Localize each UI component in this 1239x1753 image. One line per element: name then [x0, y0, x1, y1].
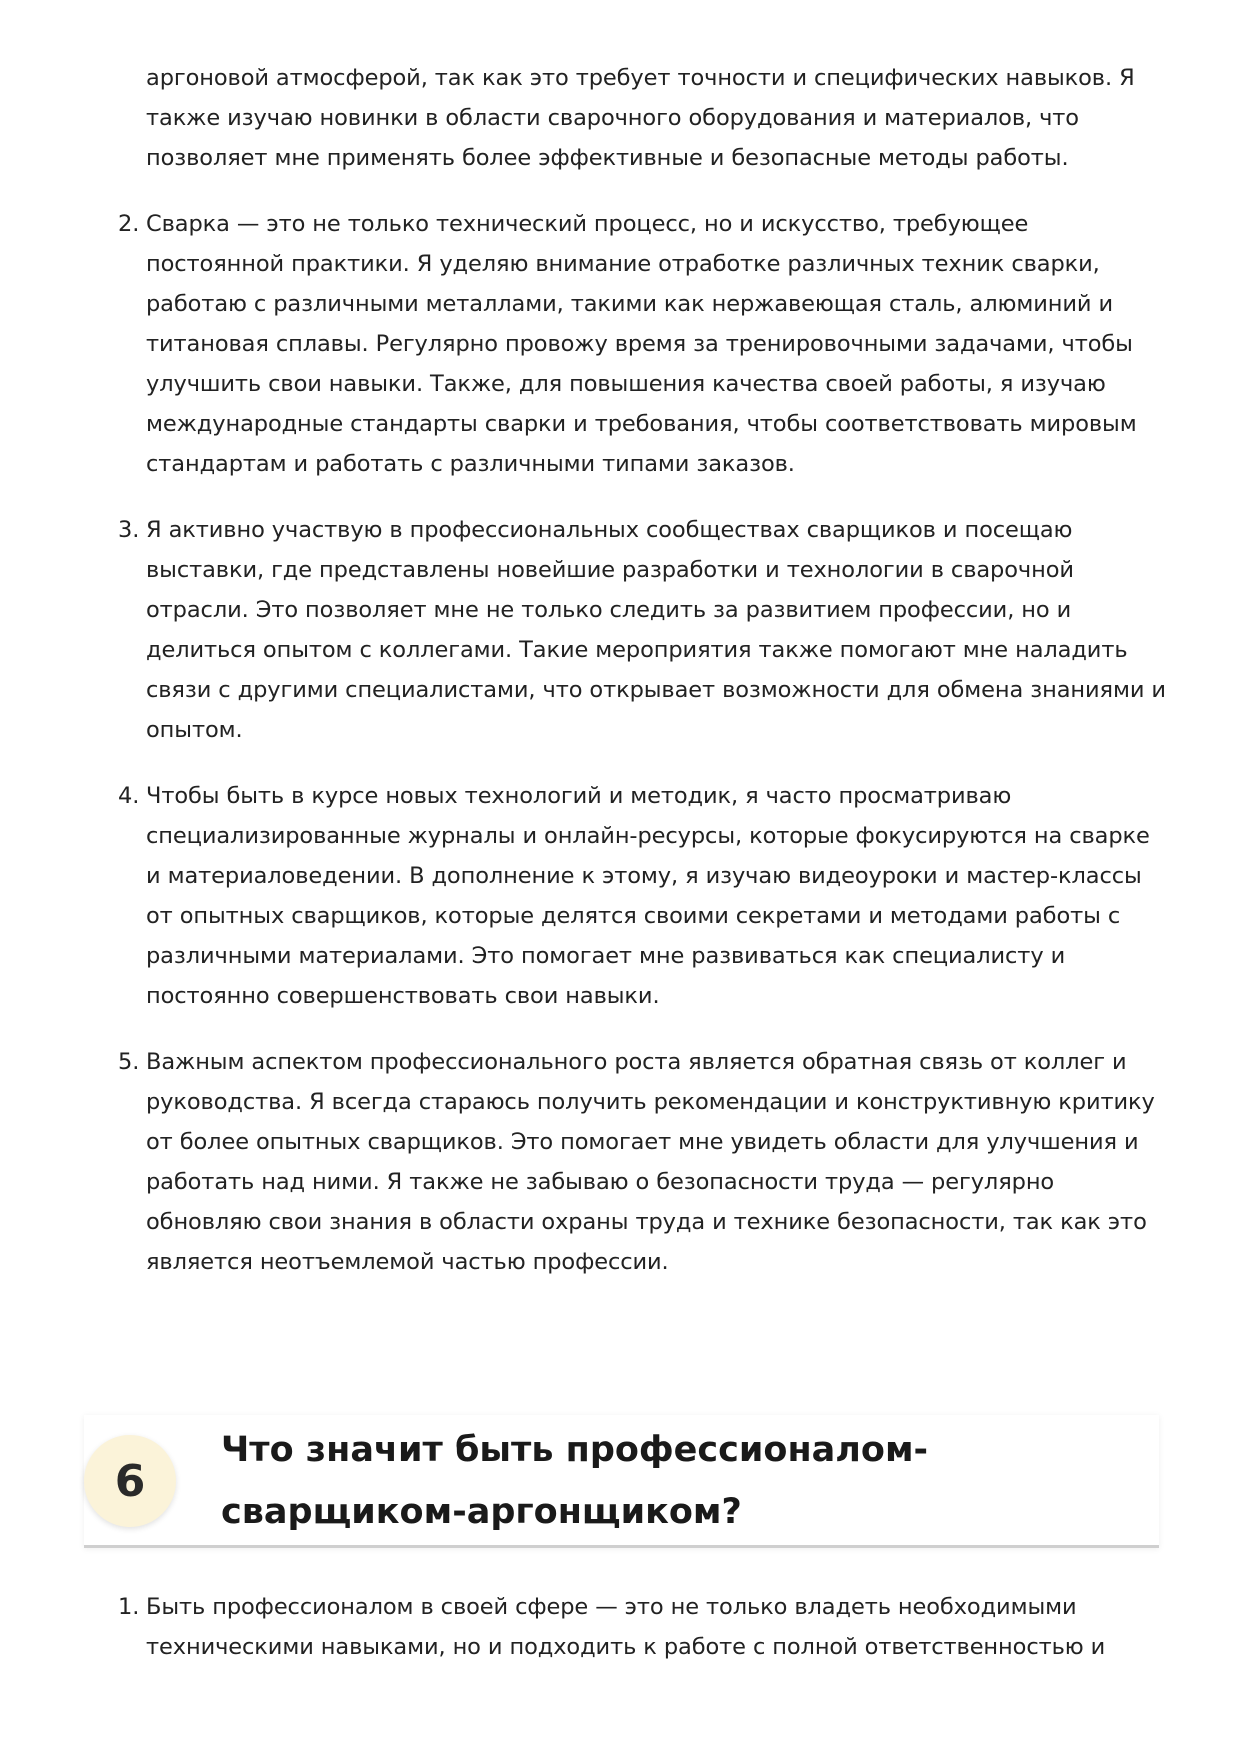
list-item-text: Сварка — это не только технический процесс, но и искусство, требующее постоянной практики. Я уделяю внимание отработке различных техник сварки, работаю с различными металлами, такими как нержавеющая сталь, алюминий и титановая сплавы. Регулярно провожу время за тренировочными задачами, чтобы улучшить свои навыки. Также, для повышения качества своей работы, я изучаю международные стандарты сварки и требования, чтобы соответствовать мировым стандартам и работать с различными типами заказов. — [146, 211, 1137, 477]
list-item-number: 1. — [118, 1594, 140, 1620]
section-header — [84, 1415, 1159, 1548]
list-item-text: Я активно участвую в профессиональных сообществах сварщиков и посещаю выставки, где представлены новейшие разработки и технологии в сварочной отрасли. Это позволяет мне не только следить за развитием профессии, но и делиться опытом с коллегами. Такие мероприятия также помогают мне наладить связи с другими специалистами, что открывает возможности для обмена знаниями и опытом. — [146, 517, 1166, 743]
answer-list-previous — [118, 58, 1166, 1308]
list-item — [118, 510, 1166, 750]
list-item — [118, 776, 1166, 1016]
list-item-number: 2. — [118, 211, 140, 237]
list-item-number: 3. — [118, 517, 140, 543]
section-number-badge: 6 — [84, 1435, 176, 1527]
list-item — [118, 204, 1166, 484]
list-item — [118, 1587, 1166, 1667]
list-item-number: 4. — [118, 783, 140, 809]
answer-list-current — [118, 1587, 1166, 1693]
list-item-text: Быть профессионалом в своей сфере — это не только владеть необходимыми техническими навыками, но и подходить к работе с полной ответственностью и — [146, 1594, 1106, 1660]
list-item-continuation — [146, 58, 1166, 178]
list-item-text: Важным аспектом профессионального роста является обратная связь от коллег и руководства. Я всегда стараюсь получить рекомендации и конструктивную критику от более опытных сварщиков. Это помогает мне увидеть области для улучшения и работать над ними. Я также не забываю о безопасности труда — регулярно обновляю свои знания в области охраны труда и технике безопасности, так как это является неотъемлемой частью профессии. — [146, 1049, 1155, 1275]
list-item-number: 5. — [118, 1049, 140, 1075]
list-item-text: аргоновой атмосферой, так как это требует точности и специфических навыков. Я также изучаю новинки в области сварочного оборудования и материалов, что позволяет мне применять более эффективные и безопасные методы работы. — [146, 65, 1135, 171]
list-item — [118, 1042, 1166, 1282]
section-title: Что значит быть профессионалом-сварщиком-аргонщиком? — [221, 1430, 929, 1532]
list-item-text: Чтобы быть в курсе новых технологий и методик, я часто просматриваю специализированные журналы и онлайн-ресурсы, которые фокусируются на сварке и материаловедении. В дополнение к этому, я изучаю видеоуроки и мастер-классы от опытных сварщиков, которые делятся своими секретами и методами работы с различными материалами. Это помогает мне развиваться как специалисту и постоянно совершенствовать свои навыки. — [146, 783, 1150, 1009]
